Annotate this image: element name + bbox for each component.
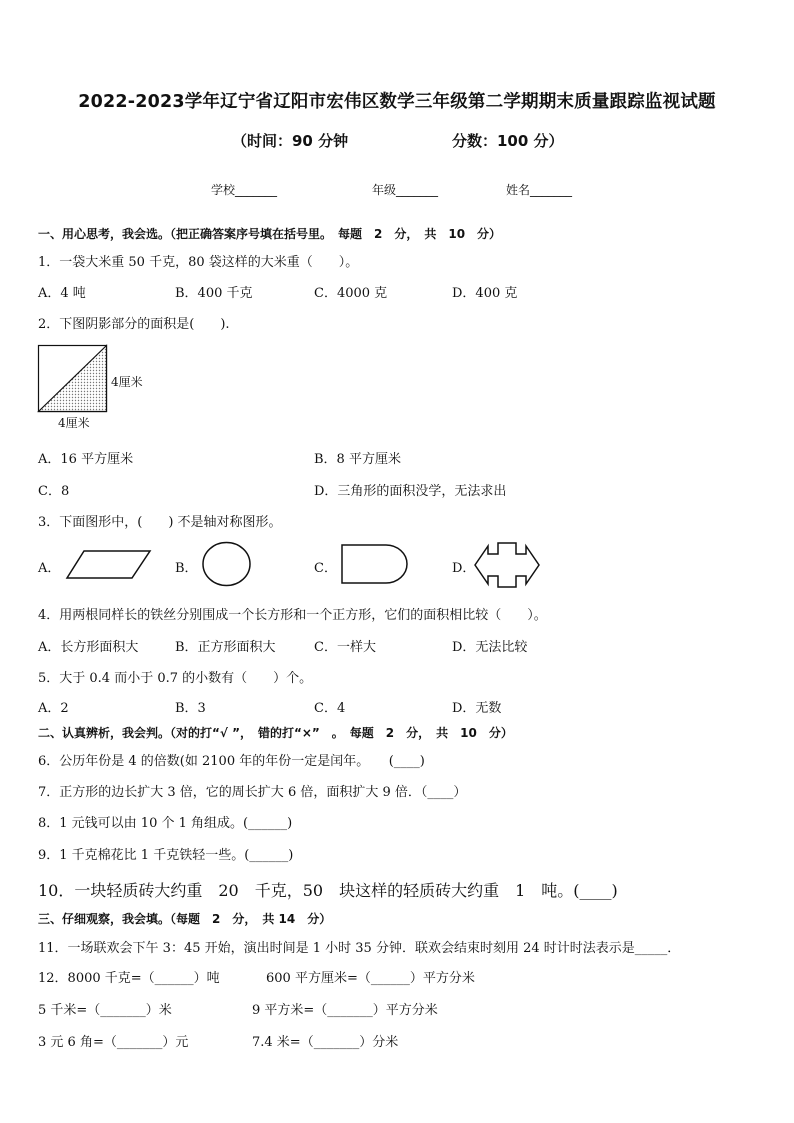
q4-option-c: C．一样大 (314, 640, 376, 655)
q2-option-a: A．16 平方厘米 (38, 452, 134, 467)
q5-option-a: A．2 (38, 701, 69, 716)
question-11: 11．一场联欢会下午 3：45 开始，演出时间是 1 小时 35 分钟．联欢会结束时刻用 24 时计时法表示是_____． (38, 941, 681, 956)
section-3-heading: 三、仔细观察，我会填。（每题 2 分， 共 14 分） (38, 912, 332, 926)
parallelogram-shape (66, 550, 152, 580)
d-shape (340, 544, 410, 584)
figure-label-bottom: 4厘米 (58, 416, 90, 430)
question-3: 3．下面图形中，( ) 不是轴对称图形。 (38, 515, 282, 530)
q1-option-a: A．4 吨 (38, 286, 86, 301)
question-10: 10．一块轻质砖大约重 20 千克，50 块这样的轻质砖大约重 1 吨。(____) (38, 881, 618, 900)
grade-field[interactable]: 年级_______ (372, 183, 439, 197)
q1-option-b: B．400 千克 (175, 286, 253, 301)
q1-option-d: D．400 克 (452, 286, 518, 301)
school-field[interactable]: 学校_______ (211, 183, 278, 197)
question-8: 8．1 元钱可以由 10 个 1 角组成。(______) (38, 816, 293, 831)
double-arrow-shape (474, 540, 540, 590)
exam-score: 分数：100 分） (452, 132, 564, 150)
page-title: 2022-2023学年辽宁省辽阳市宏伟区数学三年级第二学期期末质量跟踪监视试题 (78, 92, 716, 112)
question-7: 7．正方形的边长扩大 3 倍，它的周长扩大 6 倍，面积扩大 9 倍．（____） (38, 785, 467, 800)
question-12-c: 5 千米=（_______）米 (38, 1003, 172, 1018)
q3-option-a: A． (38, 561, 61, 576)
question-12-f: 7.4 米=（_______）分米 (252, 1035, 399, 1050)
circle-shape (202, 541, 252, 587)
question-5: 5．大于 0.4 而小于 0.7 的小数有（ ）个。 (38, 671, 313, 686)
q5-option-b: B．3 (175, 701, 206, 716)
name-field[interactable]: 姓名_______ (506, 183, 573, 197)
q2-option-b: B．8 平方厘米 (314, 452, 401, 467)
question-12-a: 12．8000 千克=（______）吨 (38, 971, 220, 986)
question-12-b: 600 平方厘米=（______）平方分米 (266, 971, 475, 986)
shaded-square-figure (38, 345, 108, 413)
q4-option-a: A．长方形面积大 (38, 640, 139, 655)
question-9: 9．1 千克棉花比 1 千克铁轻一些。(______) (38, 848, 294, 863)
question-6: 6．公历年份是 4 的倍数(如 2100 年的年份一定是闰年。 (____) (38, 754, 425, 769)
question-4: 4．用两根同样长的铁丝分别围成一个长方形和一个正方形，它们的面积相比较（ ）。 (38, 608, 547, 623)
q3-option-c: C． (314, 561, 337, 576)
q4-option-d: D．无法比较 (452, 640, 528, 655)
section-1-heading: 一、用心思考，我会选。（把正确答案序号填在括号里。 每题 2 分， 共 10 分） (38, 227, 502, 241)
q1-option-c: C．4000 克 (314, 286, 388, 301)
question-2: 2．下图阴影部分的面积是( ). (38, 317, 230, 332)
q2-option-c: C．8 (38, 484, 70, 499)
q2-option-d: D．三角形的面积没学，无法求出 (314, 484, 507, 499)
exam-time: （时间：90 分钟 (232, 132, 349, 150)
q3-option-b: B． (175, 561, 198, 576)
question-12-e: 3 元 6 角=（_______）元 (38, 1035, 189, 1050)
section-2-heading: 二、认真辨析，我会判。（对的打“√ ”， 错的打“×” 。 每题 2 分， 共 10 分） (38, 726, 513, 740)
question-12-d: 9 平方米=（_______）平方分米 (252, 1003, 438, 1018)
figure-label-right: 4厘米 (111, 375, 143, 389)
q3-option-d: D． (452, 561, 476, 576)
q5-option-d: D．无数 (452, 701, 502, 716)
q4-option-b: B．正方形面积大 (175, 640, 276, 655)
question-1: 1．一袋大米重 50 千克，80 袋这样的大米重（ ）。 (38, 255, 359, 270)
q5-option-c: C．4 (314, 701, 346, 716)
